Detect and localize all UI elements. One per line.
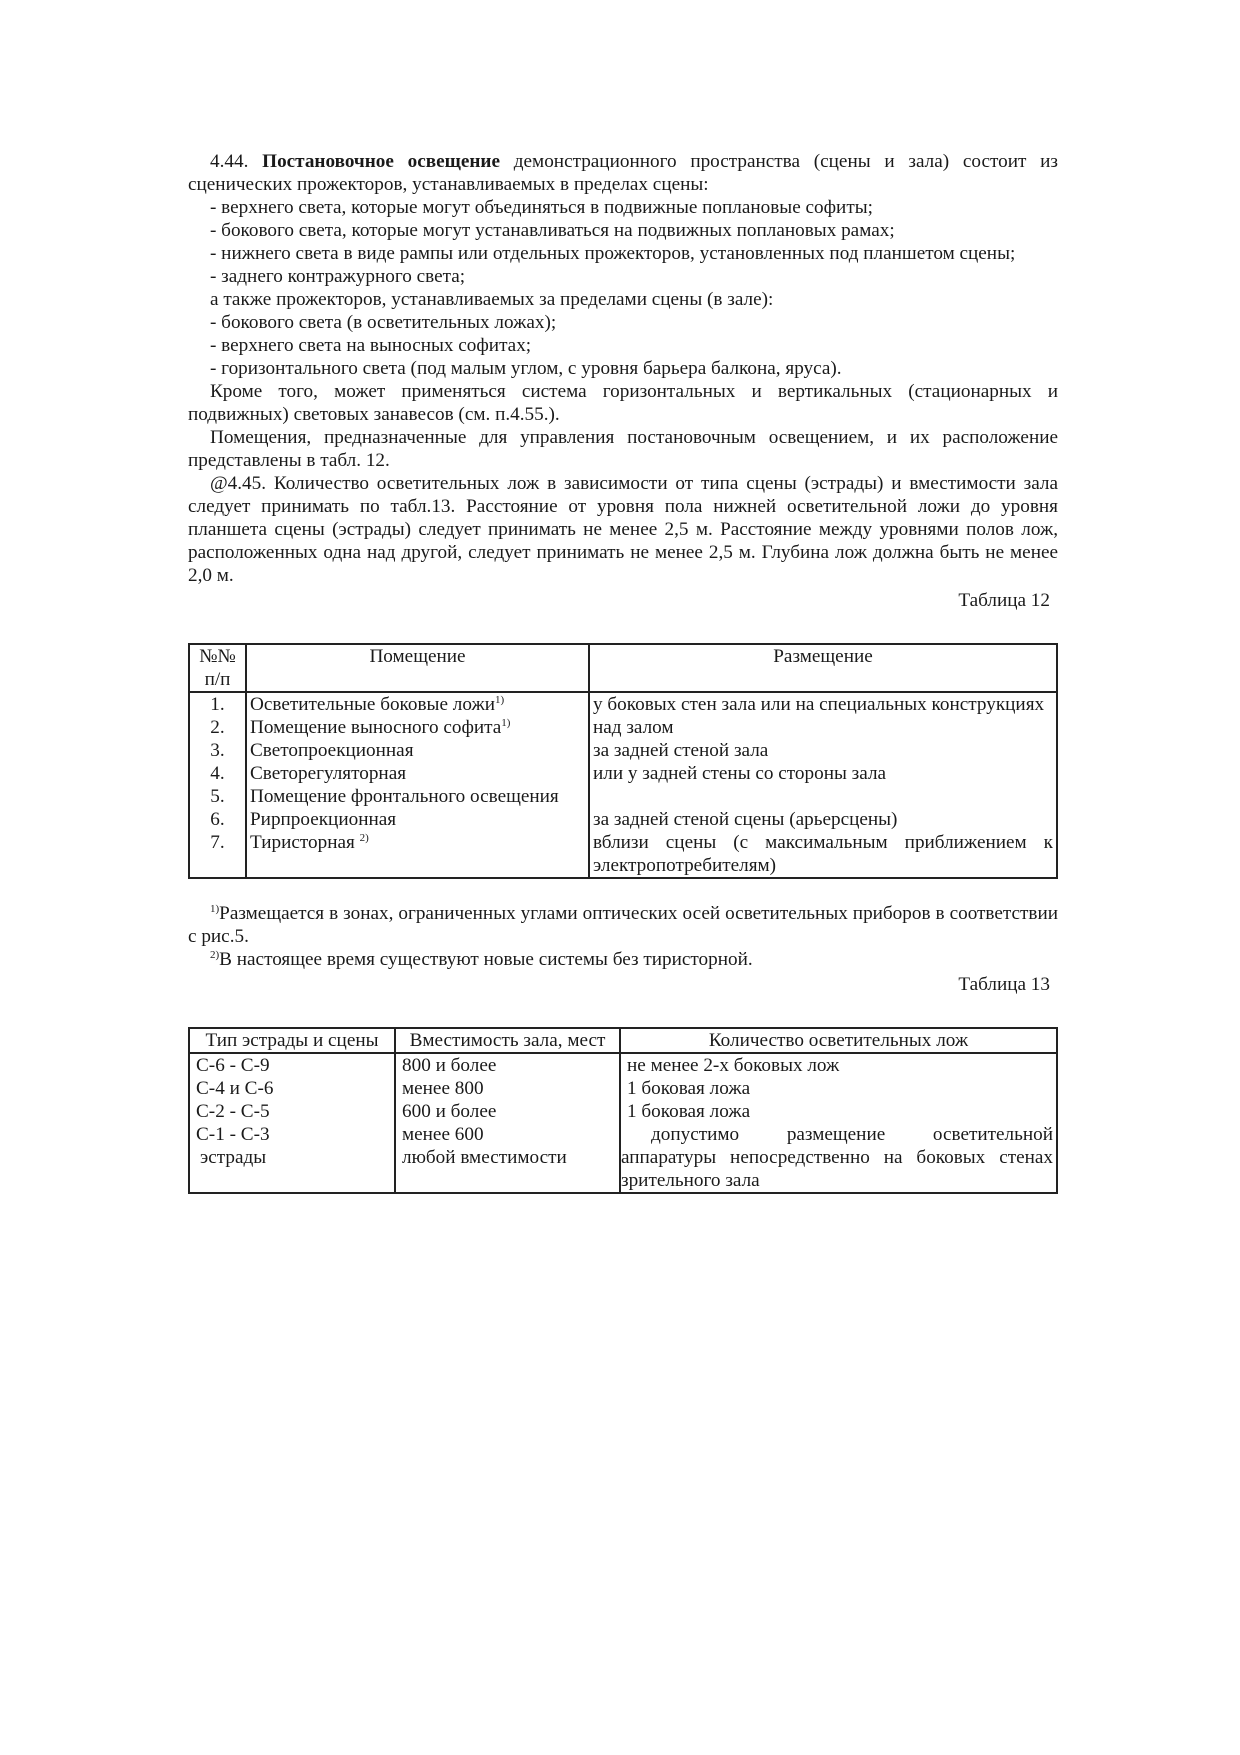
row-capacity: менее 800 bbox=[395, 1077, 620, 1100]
row-room: Тиристорная $^{2)}$ bbox=[246, 831, 589, 878]
header-placement: Размещение bbox=[589, 644, 1057, 692]
row-capacity: 600 и более bbox=[395, 1100, 620, 1123]
footnote-2: $^{2)}$В настоящее время существуют новые системы без тиристорной. bbox=[210, 949, 753, 970]
row-number: 2. bbox=[189, 716, 246, 739]
list-item: - верхнего света, которые могут объединяться в подвижные поплановые софиты; bbox=[210, 197, 873, 218]
row-type: С-6 - С-9 bbox=[189, 1053, 395, 1077]
table-row bbox=[189, 785, 1057, 808]
table-row bbox=[189, 1077, 1057, 1100]
row-number: 1. bbox=[189, 692, 246, 716]
row-placement: или у задней стены со стороны зала bbox=[589, 762, 1057, 785]
row-room: Осветительные боковые ложи$^{1)}$ bbox=[246, 692, 589, 716]
list-item: - верхнего света на выносных софитах; bbox=[210, 335, 532, 356]
row-type: С-1 - С-3 эстрады bbox=[189, 1123, 395, 1193]
list-item: - горизонтального света (под малым углом, с уровня барьера балкона, яруса). bbox=[210, 358, 842, 379]
row-type: С-2 - С-5 bbox=[189, 1100, 395, 1123]
row-number: 7. bbox=[189, 831, 246, 878]
table-row bbox=[189, 739, 1057, 762]
paragraph-curtains: Кроме того, может применяться система горизонтальных и вертикальных (стационарных и подвижных) световых занавесов (см. п.4.55.). bbox=[188, 381, 1058, 425]
row-room: Светорегуляторная bbox=[246, 762, 589, 785]
list-item: - бокового света, которые могут устанавливаться на подвижных поплановых рамах; bbox=[210, 220, 895, 241]
term-bold: Постановочное освещение bbox=[262, 151, 501, 172]
table-13 bbox=[188, 1027, 1058, 1194]
table-row bbox=[189, 762, 1057, 785]
table-13-caption: Таблица 13 bbox=[958, 974, 1050, 995]
row-number: 6. bbox=[189, 808, 246, 831]
paragraph-4-45: @4.45. Количество осветительных лож в зависимости от типа сцены (эстрады) и вместимости зала следует принимать по табл.13. Расстояние от уровня пола нижней осветительной ложи до уровня планшета сцены (эстрады) следует принимать не менее 2,5 м. Расстояние между уровнями полов лож, расположенных одна над другой, следует принимать не менее 2,5 м. Глубина лож должна быть не менее 2,0 м. bbox=[188, 473, 1058, 586]
table-row bbox=[189, 1123, 1057, 1193]
list-item: - бокового света (в осветительных ложах); bbox=[210, 312, 557, 333]
paragraph-also: а также прожекторов, устанавливаемых за пределами сцены (в зале): bbox=[210, 289, 774, 310]
row-room: Светопроекционная bbox=[246, 739, 589, 762]
header-room: Помещение bbox=[246, 644, 589, 692]
row-number: 3. bbox=[189, 739, 246, 762]
table-row bbox=[189, 831, 1057, 878]
row-placement: вблизи сцены (с максимальным приближением к электропотребителям) bbox=[589, 831, 1057, 878]
table-row bbox=[189, 716, 1057, 739]
row-count: 1 боковая ложа bbox=[620, 1100, 1057, 1123]
table-12-caption: Таблица 12 bbox=[958, 590, 1050, 611]
table-row bbox=[189, 692, 1057, 716]
row-placement bbox=[589, 785, 1057, 808]
footnote-1: $^{1)}$Размещается в зонах, ограниченных углами оптических осей осветительных приборов в соответствии с рис.5. bbox=[188, 903, 1058, 947]
footnote-mark: 1) bbox=[210, 903, 220, 915]
table-header-row bbox=[189, 644, 1057, 692]
table-header-row bbox=[189, 1028, 1057, 1053]
header-count: Количество осветительных лож bbox=[620, 1028, 1057, 1053]
row-count: допустимо размещение осветительной аппаратуры непосредственно на боковых стенах зрительного зала bbox=[620, 1123, 1057, 1193]
footnote-mark: 1) bbox=[501, 717, 511, 729]
row-count: не менее 2-х боковых лож bbox=[620, 1053, 1057, 1077]
row-room: Рирпроекционная bbox=[246, 808, 589, 831]
header-capacity: Вместимость зала, мест bbox=[395, 1028, 620, 1053]
footnote-mark: 2) bbox=[210, 949, 220, 961]
table-row bbox=[189, 808, 1057, 831]
table-12 bbox=[188, 643, 1058, 879]
row-room: Помещение выносного софита$^{1)}$ bbox=[246, 716, 589, 739]
header-number: №№ п/п bbox=[189, 644, 246, 692]
table-row bbox=[189, 1100, 1057, 1123]
paragraph-4-44 bbox=[188, 150, 1058, 196]
footnote-mark: 1) bbox=[494, 694, 505, 706]
paragraph-text: демонстрационного пространства (сцены и зала) состоит из сценических прожекторов, устанавливаемых в пределах сцены: bbox=[188, 151, 1058, 195]
row-count: 1 боковая ложа bbox=[620, 1077, 1057, 1100]
row-room: Помещение фронтального освещения bbox=[246, 785, 589, 808]
clause-number: 4.44. bbox=[210, 151, 249, 172]
header-type: Тип эстрады и сцены bbox=[189, 1028, 395, 1053]
row-placement: над залом bbox=[589, 716, 1057, 739]
row-type: С-4 и С-6 bbox=[189, 1077, 395, 1100]
document-page bbox=[188, 150, 1058, 1194]
list-item: - нижнего света в виде рампы или отдельных прожекторов, установленных под планшетом сцены; bbox=[210, 243, 1016, 264]
table-row bbox=[189, 1053, 1057, 1077]
row-placement: за задней стеной зала bbox=[589, 739, 1057, 762]
row-placement: у боковых стен зала или на специальных конструкциях bbox=[589, 692, 1057, 716]
row-capacity: 800 и более bbox=[395, 1053, 620, 1077]
row-capacity: менее 600 любой вместимости bbox=[395, 1123, 620, 1193]
footnote-mark: 2) bbox=[359, 832, 369, 844]
list-item: - заднего контражурного света; bbox=[210, 266, 466, 287]
row-number: 5. bbox=[189, 785, 246, 808]
paragraph-rooms: Помещения, предназначенные для управления постановочным освещением, и их расположение представлены в табл. 12. bbox=[188, 427, 1058, 471]
row-number: 4. bbox=[189, 762, 246, 785]
row-placement: за задней стеной сцены (арьерсцены) bbox=[589, 808, 1057, 831]
